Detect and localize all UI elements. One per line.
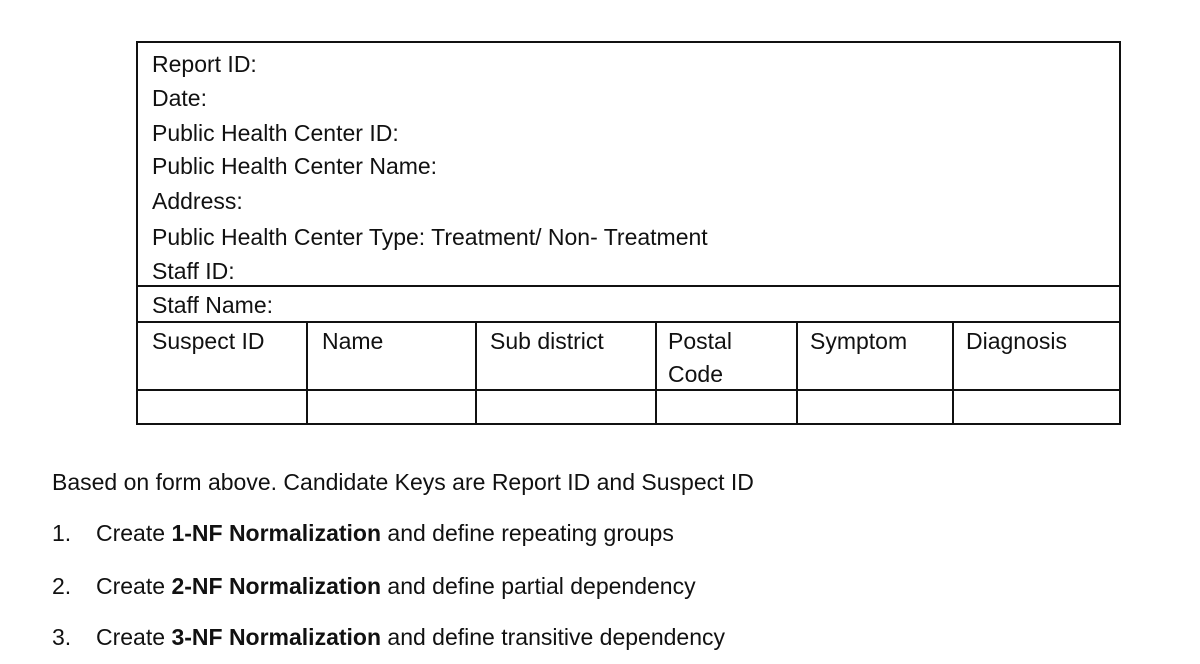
task-prefix: Create [96, 520, 166, 546]
column-header-suspect-id: Suspect ID [152, 328, 265, 354]
field-address: Address: [152, 188, 243, 214]
field-date: Date: [152, 85, 207, 111]
column-header-diagnosis: Diagnosis [966, 328, 1067, 354]
column-header-name: Name [322, 328, 384, 354]
divider-line [138, 285, 1119, 287]
field-phc-name: Public Health Center Name: [152, 153, 438, 179]
field-phc-id: Public Health Center ID: [152, 120, 399, 146]
task-suffix: and define partial dependency [387, 573, 696, 599]
task-number: 2. [52, 573, 72, 599]
field-phc-type: Public Health Center Type: Treatment/ Non- Treatment [152, 224, 708, 250]
task-bold: 2-NF Normalization [171, 573, 382, 599]
task-item [52, 519, 674, 547]
field-staff-id: Staff ID: [152, 258, 235, 284]
intro-text: Based on form above. Candidate Keys are Report ID and Suspect ID [52, 469, 754, 495]
column-header-sub-district: Sub district [490, 328, 604, 354]
column-header-postal-code: Postal Code [668, 328, 732, 387]
task-prefix: Create [96, 573, 166, 599]
table-cell-suspect-id [138, 391, 306, 421]
table-cell-name [308, 391, 475, 421]
task-item [52, 572, 696, 600]
field-report-id: Report ID: [152, 51, 257, 77]
task-bold: 3-NF Normalization [171, 624, 382, 650]
report-form [136, 41, 1121, 425]
task-item [52, 623, 725, 651]
field-staff-name: Staff Name: [152, 292, 274, 318]
table-cell-diagnosis [954, 391, 1119, 421]
column-header-symptom: Symptom [810, 328, 908, 354]
task-prefix: Create [96, 624, 166, 650]
task-suffix: and define transitive dependency [387, 624, 725, 650]
task-suffix: and define repeating groups [387, 520, 674, 546]
table-cell-postal-code [657, 391, 796, 421]
task-number: 3. [52, 624, 72, 650]
table-cell-symptom [798, 391, 952, 421]
task-number: 1. [52, 520, 72, 546]
task-bold: 1-NF Normalization [171, 520, 382, 546]
table-cell-sub-district [477, 391, 655, 421]
table-top-border [138, 321, 1119, 323]
